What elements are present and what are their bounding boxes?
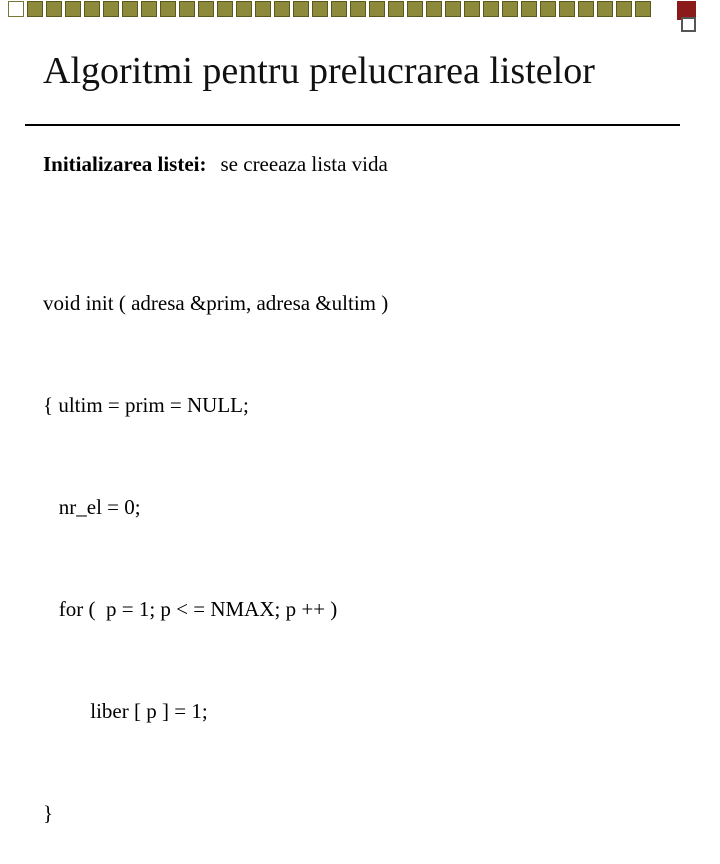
code-line: for ( p = 1; p < = NMAX; p ++ ) <box>43 597 338 621</box>
decorative-square <box>350 1 366 17</box>
decorative-square <box>160 1 176 17</box>
decorative-top-bar <box>0 0 720 22</box>
decorative-square <box>464 1 480 17</box>
title-divider <box>25 124 680 126</box>
decorative-square <box>445 1 461 17</box>
decorative-square <box>616 1 632 17</box>
code-line: } <box>43 801 54 825</box>
decorative-square <box>103 1 119 17</box>
subtitle-description: se creeaza lista vida <box>220 152 388 176</box>
decorative-square <box>578 1 594 17</box>
decorative-square <box>198 1 214 17</box>
decorative-square <box>559 1 575 17</box>
code-line: nr_el = 0; <box>43 495 141 519</box>
decorative-square <box>84 1 100 17</box>
decorative-square <box>122 1 138 17</box>
decorative-square <box>369 1 385 17</box>
code-line: { ultim = prim = NULL; <box>43 393 249 417</box>
decorative-square <box>407 1 423 17</box>
decorative-square <box>426 1 442 17</box>
decorative-square <box>236 1 252 17</box>
decorative-square <box>483 1 499 17</box>
subtitle-bold-label: Initializarea listei: <box>43 152 207 176</box>
decorative-square <box>540 1 556 17</box>
decorative-square <box>293 1 309 17</box>
decorative-square <box>635 1 651 17</box>
code-block <box>43 218 388 864</box>
corner-square-outline <box>681 17 696 32</box>
decorative-square <box>27 1 43 17</box>
slide-subtitle <box>43 152 388 177</box>
decorative-square <box>274 1 290 17</box>
decorative-square <box>179 1 195 17</box>
code-line: void init ( adresa &prim, adresa &ultim ) <box>43 291 389 315</box>
decorative-square <box>141 1 157 17</box>
decorative-square <box>331 1 347 17</box>
decorative-square <box>312 1 328 17</box>
decorative-square <box>65 1 81 17</box>
decorative-square <box>255 1 271 17</box>
decorative-squares-row <box>8 0 654 22</box>
decorative-square <box>502 1 518 17</box>
decorative-square <box>217 1 233 17</box>
decorative-square <box>597 1 613 17</box>
decorative-square <box>521 1 537 17</box>
slide-title: Algoritmi pentru prelucrarea listelor <box>43 50 595 92</box>
decorative-square <box>46 1 62 17</box>
code-line: liber [ p ] = 1; <box>43 699 208 723</box>
decorative-square <box>8 1 24 17</box>
decorative-square <box>388 1 404 17</box>
